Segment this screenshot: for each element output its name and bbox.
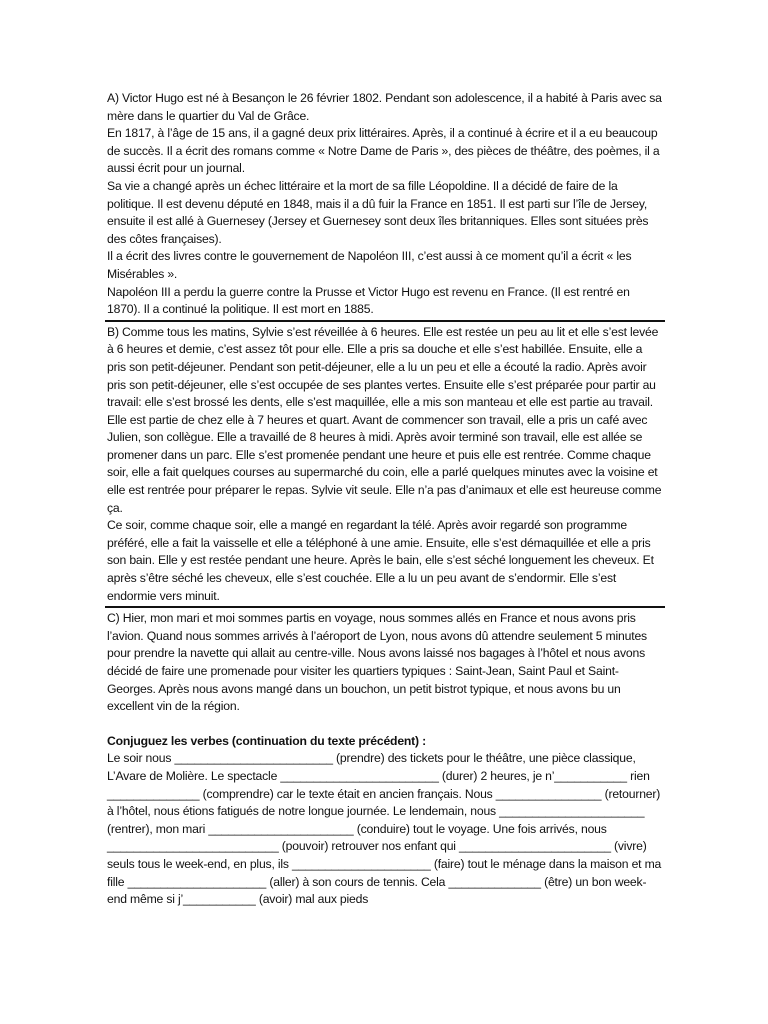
exercise-section (107, 733, 663, 909)
exercise-heading: Conjuguez les verbes (continuation du texte précédent) : (107, 733, 427, 748)
section-divider (105, 320, 665, 322)
section-b (107, 324, 663, 606)
section-a-paragraph-3: Sa vie a changé après un échec littéraire et la mort de sa fille Léopoldine. Il a décidé de faire de la politique. Il est devenu député en 1848, mais il a dû fuir la France en 1851. Il est parti sur l’île de Jersey, ensuite il est allé à Guernesey (Jersey et Guernesey sont deux îles britanniques. Elles sont situées près des côtes françaises). (107, 178, 649, 246)
section-c-paragraph-1: C) Hier, mon mari et moi sommes partis en voyage, nous sommes allés en France et nous avons pris l’avion. Quand nous sommes arrivés à l’aéroport de Lyon, nous avons dû attendre seulement 5 minutes pour prendre la navette qui allait au centre-ville. Nous avons laissé nos bagages à l’hôtel et nous avons décidé de faire une promenade pour visiter les quartiers typiques : Saint-Jean, Saint Paul et Saint-Georges. Après nous avons mangé dans un bouchon, un petit bistrot typique, et nous avons bu un excellent vin de la région. (107, 611, 647, 714)
blank-line (107, 716, 663, 733)
section-b-paragraph-1: B) Comme tous les matins, Sylvie s’est réveillée à 6 heures. Elle est restée un peu au lit et elle s’est levée à 6 heures et demie, c’est assez tôt pour elle. Elle a pris sa douche et elle s’est habillée. Ensuite, elle a pris son petit-déjeuner. Pendant son petit-déjeuner, elle a lu un peu et elle a écouté la radio. Après avoir pris son petit-déjeuner, elle s’est occupée de ses plantes vertes. Ensuite elle s’est préparée pour partir au travail: elle s’est brossé les dents, elle s’est maquillée, elle a mis son manteau et elle est partie au travail. (107, 324, 659, 410)
document-content (107, 90, 663, 909)
section-a-paragraph-5: Napoléon III a perdu la guerre contre la Prusse et Victor Hugo est revenu en France. (Il est rentré en 1870). Il a continué la politique. Il est mort en 1885. (107, 284, 630, 317)
exercise-text: Le soir nous ________________________ (prendre) des tickets pour le théâtre, une pièce classique, L’Avare de Molière. Le spectacle ________________________ (durer) 2 heures, je n’___________ rien ______________ (comprendre) car le texte était en ancien français. Nous ________________ (retourner) à l’hôtel, nous étions fatigués de notre longue journée. Le lendemain, nous ______________________ (rentrer), mon mari ______________________ (conduire) tout le voyage. Une fois arrivés, nous __________________________ (pouvoir) retrouver nos enfant qui _______________________ (vivre) seuls tous le week-end, en plus, ils _____________________ (faire) tout le ménage dans la maison et ma fille _____________________ (aller) à son cours de tennis. Cela ______________ (être) un bon week-end même si j’___________ (avoir) mal aux pieds (107, 751, 662, 907)
section-b-paragraph-2: Elle est partie de chez elle à 7 heures et quart. Avant de commencer son travail, elle a pris un café avec Julien, son collègue. Elle a travaillé de 8 heures à midi. Après avoir terminé son travail, elle est allée se promener dans un parc. Elle s’est promenée pendant une heure et puis elle est rentrée. Comme chaque soir, elle a fait quelques courses au supermarché du coin, elle a parlé quelques minutes avec la voisine et elle est rentrée pour préparer le repas. Sylvie vit seule. Elle n’a pas d’animaux et elle est heureuse comme ça. (107, 412, 662, 515)
section-divider (105, 606, 665, 608)
section-a-paragraph-1: A) Victor Hugo est né à Besançon le 26 février 1802. Pendant son adolescence, il a habité à Paris avec sa mère dans le quartier du Val de Grâce. (107, 91, 662, 123)
section-a-paragraph-2: En 1817, à l’âge de 15 ans, il a gagné deux prix littéraires. Après, il a continué à écrire et il a eu beaucoup de succès. Il a écrit des romans comme « Notre Dame de Paris », des pièces de théâtre, des poèmes, il a aussi écrit pour un journal. (107, 126, 660, 176)
section-c (107, 610, 663, 716)
section-a (107, 90, 663, 319)
section-b-paragraph-3: Ce soir, comme chaque soir, elle a mangé en regardant la télé. Après avoir regardé son programme préféré, elle a fait la vaisselle et elle a téléphoné à une amie. Ensuite, elle s’est démaquillée et elle a pris son bain. Elle y est restée pendant une heure. Après le bain, elle s’est séché longuement les cheveux. Et après s’être séché les cheveux, elle s’est couchée. Elle a lu un peu avant de s’endormir. Elle s’est endormie vers minuit. (107, 518, 654, 603)
section-a-paragraph-4: Il a écrit des livres contre le gouvernement de Napoléon III, c’est aussi à ce moment qu’il a écrit « les Misérables ». (107, 249, 632, 281)
